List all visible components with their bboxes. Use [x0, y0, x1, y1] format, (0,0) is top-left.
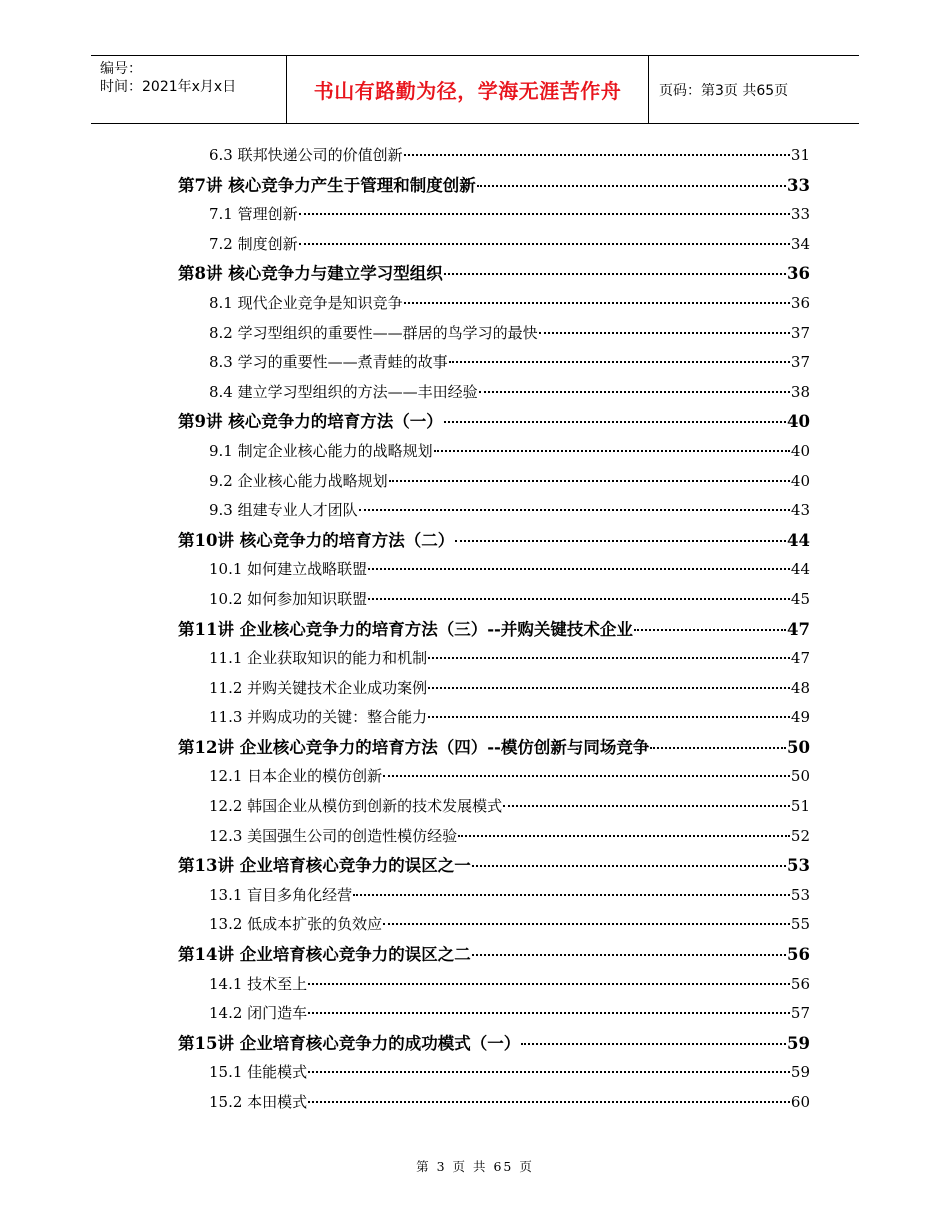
dot-leader	[299, 213, 790, 215]
toc-entry-page-number: 44	[787, 530, 810, 550]
time-label: 时间：2021年x月x日	[100, 79, 237, 95]
toc-entry-title: 13.2 低成本扩张的负效应	[209, 915, 383, 934]
toc-entry-title: 12.3 美国强生公司的创造性模仿经验	[209, 826, 458, 845]
toc-entry-page-number: 31	[790, 146, 810, 164]
toc-entry-page-number: 53	[790, 885, 810, 904]
toc-entry-title: 8.2 学习型组织的重要性——群居的鸟学习的最快	[209, 323, 538, 342]
toc-entry-page-number: 59	[787, 1033, 810, 1053]
toc-entry-title: 第13讲 企业培育核心竞争力的误区之一	[178, 856, 471, 876]
toc-entry-page-number: 47	[787, 619, 810, 639]
toc-entry-page-number: 40	[787, 412, 810, 432]
toc-section-entry[interactable]	[178, 970, 810, 1000]
toc-entry-title: 7.1 管理创新	[209, 205, 298, 224]
dot-leader	[449, 361, 790, 363]
toc-chapter-entry[interactable]	[178, 407, 810, 437]
toc-entry-title: 9.1 制定企业核心能力的战略规划	[209, 441, 433, 460]
toc-section-entry[interactable]	[178, 378, 810, 408]
dot-leader	[389, 480, 790, 482]
toc-entry-title: 8.4 建立学习型组织的方法——丰田经验	[209, 382, 478, 401]
toc-entry-page-number: 37	[790, 353, 810, 372]
toc-chapter-entry[interactable]	[178, 733, 810, 763]
toc-entry-page-number: 44	[790, 560, 810, 579]
toc-entry-title: 第9讲 核心竞争力的培育方法（一）	[178, 412, 443, 432]
toc-entry-title: 11.2 并购关键技术企业成功案例	[209, 678, 428, 697]
dot-leader	[479, 391, 790, 393]
toc-entry-title: 12.1 日本企业的模仿创新	[209, 767, 383, 786]
toc-entry-title: 10.2 如何参加知识联盟	[209, 589, 368, 608]
toc-entry-page-number: 49	[790, 708, 810, 727]
toc-section-entry[interactable]	[178, 348, 810, 378]
number-label: 编号：	[100, 61, 142, 77]
toc-section-entry[interactable]	[178, 822, 810, 852]
toc-entry-title: 8.3 学习的重要性——煮青蛙的故事	[209, 353, 448, 372]
dot-leader	[359, 509, 790, 511]
page-footer: 第 3 页 共 65 页	[416, 1159, 534, 1174]
toc-entry-page-number: 50	[787, 737, 810, 757]
toc-entry-title: 第15讲 企业培育核心竞争力的成功模式（一）	[178, 1033, 521, 1053]
dot-leader	[308, 1012, 790, 1014]
toc-entry-page-number: 43	[790, 501, 810, 520]
toc-entry-page-number: 36	[787, 264, 810, 284]
dot-leader	[650, 747, 786, 749]
toc-entry-page-number: 50	[790, 767, 810, 786]
dot-leader	[308, 1071, 790, 1073]
toc-chapter-entry[interactable]	[178, 940, 810, 970]
page-info-text: 页码：第3页 共65页	[659, 82, 789, 99]
toc-entry-page-number: 52	[790, 826, 810, 845]
dot-leader	[368, 568, 790, 570]
toc-entry-page-number: 56	[787, 945, 810, 965]
toc-chapter-entry[interactable]	[178, 1029, 810, 1059]
dot-leader	[477, 185, 786, 187]
toc-entry-page-number: 45	[790, 589, 810, 608]
toc-entry-title: 第11讲 企业核心竞争力的培育方法（三）--并购关键技术企业	[178, 619, 633, 639]
dot-leader	[383, 923, 790, 925]
toc-entry-page-number: 33	[787, 175, 810, 195]
toc-section-entry[interactable]	[178, 467, 810, 497]
toc-section-entry[interactable]	[178, 289, 810, 319]
toc-section-entry[interactable]	[178, 496, 810, 526]
toc-entry-title: 14.1 技术至上	[209, 974, 308, 993]
dot-leader	[472, 954, 786, 956]
toc-entry-page-number: 48	[790, 678, 810, 697]
header-meta	[91, 56, 287, 123]
toc-entry-title: 9.2 企业核心能力战略规划	[209, 471, 388, 490]
toc-entry-page-number: 47	[790, 649, 810, 668]
dot-leader	[428, 657, 790, 659]
toc-entry-page-number: 51	[790, 797, 810, 816]
toc-entry-page-number: 36	[790, 293, 810, 312]
header-motto: 书山有路勤为径，学海无涯苦作舟	[287, 56, 649, 123]
dot-leader	[383, 775, 790, 777]
toc-entry-page-number: 56	[790, 974, 810, 993]
dot-leader	[353, 894, 790, 896]
dot-leader	[521, 1043, 786, 1045]
dot-leader	[404, 154, 790, 156]
dot-leader	[455, 540, 786, 542]
toc-entry-page-number: 33	[790, 205, 810, 224]
toc-section-entry[interactable]	[178, 674, 810, 704]
dot-leader	[428, 716, 790, 718]
toc-entry-title: 第8讲 核心竞争力与建立学习型组织	[178, 264, 443, 284]
toc-section-entry[interactable]	[178, 585, 810, 615]
toc-section-entry[interactable]	[178, 999, 810, 1029]
toc-entry-title: 15.2 本田模式	[209, 1093, 308, 1111]
toc-section-entry[interactable]	[178, 200, 810, 230]
toc-entry-page-number: 34	[790, 234, 810, 253]
dot-leader	[634, 629, 786, 631]
toc-entry-page-number: 37	[790, 323, 810, 342]
toc-entry-title: 10.1 如何建立战略联盟	[209, 560, 368, 579]
toc-entry-title: 第12讲 企业核心竞争力的培育方法（四）--模仿创新与同场竞争	[178, 737, 650, 757]
dot-leader	[308, 1101, 790, 1103]
toc-entry-title: 6.3 联邦快递公司的价值创新	[209, 146, 403, 164]
toc-chapter-entry[interactable]	[178, 259, 810, 289]
toc-section-entry[interactable]	[178, 141, 810, 171]
toc-entry-title: 15.1 佳能模式	[209, 1063, 308, 1082]
toc-chapter-entry[interactable]	[178, 526, 810, 556]
toc-entry-title: 第10讲 核心竞争力的培育方法（二）	[178, 530, 455, 550]
toc-entry-title: 14.2 闭门造车	[209, 1004, 308, 1023]
toc-section-entry[interactable]	[178, 230, 810, 260]
toc-entry-page-number: 40	[790, 441, 810, 460]
toc-section-entry[interactable]	[178, 910, 810, 940]
toc-entry-page-number: 38	[790, 382, 810, 401]
toc-section-entry[interactable]	[178, 792, 810, 822]
toc-section-entry[interactable]	[178, 1088, 810, 1118]
toc-section-entry[interactable]	[178, 555, 810, 585]
dot-leader	[458, 835, 790, 837]
toc-section-entry[interactable]	[178, 1058, 810, 1088]
toc-entry-page-number: 55	[790, 915, 810, 934]
table-of-contents	[178, 141, 810, 1118]
dot-leader	[428, 687, 790, 689]
dot-leader	[308, 983, 790, 985]
toc-entry-title: 7.2 制度创新	[209, 234, 298, 253]
dot-leader	[404, 302, 790, 304]
toc-entry-title: 11.1 企业获取知识的能力和机制	[209, 649, 428, 668]
page-header	[91, 55, 859, 124]
dot-leader	[434, 450, 790, 452]
toc-entry-title: 13.1 盲目多角化经营	[209, 885, 353, 904]
toc-entry-title: 11.3 并购成功的关键：整合能力	[209, 708, 428, 727]
dot-leader	[472, 865, 786, 867]
toc-chapter-entry[interactable]	[178, 171, 810, 201]
dot-leader	[539, 332, 790, 334]
toc-entry-page-number: 53	[787, 856, 810, 876]
toc-section-entry[interactable]	[178, 881, 810, 911]
toc-entry-title: 8.1 现代企业竞争是知识竞争	[209, 293, 403, 312]
toc-entry-title: 第14讲 企业培育核心竞争力的误区之二	[178, 945, 471, 965]
toc-entry-page-number: 40	[790, 471, 810, 490]
toc-section-entry[interactable]	[178, 644, 810, 674]
toc-section-entry[interactable]	[178, 437, 810, 467]
toc-chapter-entry[interactable]	[178, 851, 810, 881]
toc-section-entry[interactable]	[178, 703, 810, 733]
dot-leader	[299, 243, 790, 245]
dot-leader	[444, 421, 786, 423]
toc-entry-title: 12.2 韩国企业从模仿到创新的技术发展模式	[209, 797, 503, 816]
dot-leader	[444, 273, 786, 275]
toc-section-entry[interactable]	[178, 762, 810, 792]
toc-entry-title: 第7讲 核心竞争力产生于管理和制度创新	[178, 175, 476, 195]
toc-entry-page-number: 57	[790, 1004, 810, 1023]
header-page-info	[649, 56, 859, 123]
toc-chapter-entry[interactable]	[178, 615, 810, 645]
toc-entry-title: 9.3 组建专业人才团队	[209, 501, 358, 520]
toc-entry-page-number: 60	[790, 1093, 810, 1111]
toc-entry-page-number: 59	[790, 1063, 810, 1082]
dot-leader	[503, 805, 790, 807]
toc-section-entry[interactable]	[178, 319, 810, 349]
dot-leader	[368, 598, 790, 600]
